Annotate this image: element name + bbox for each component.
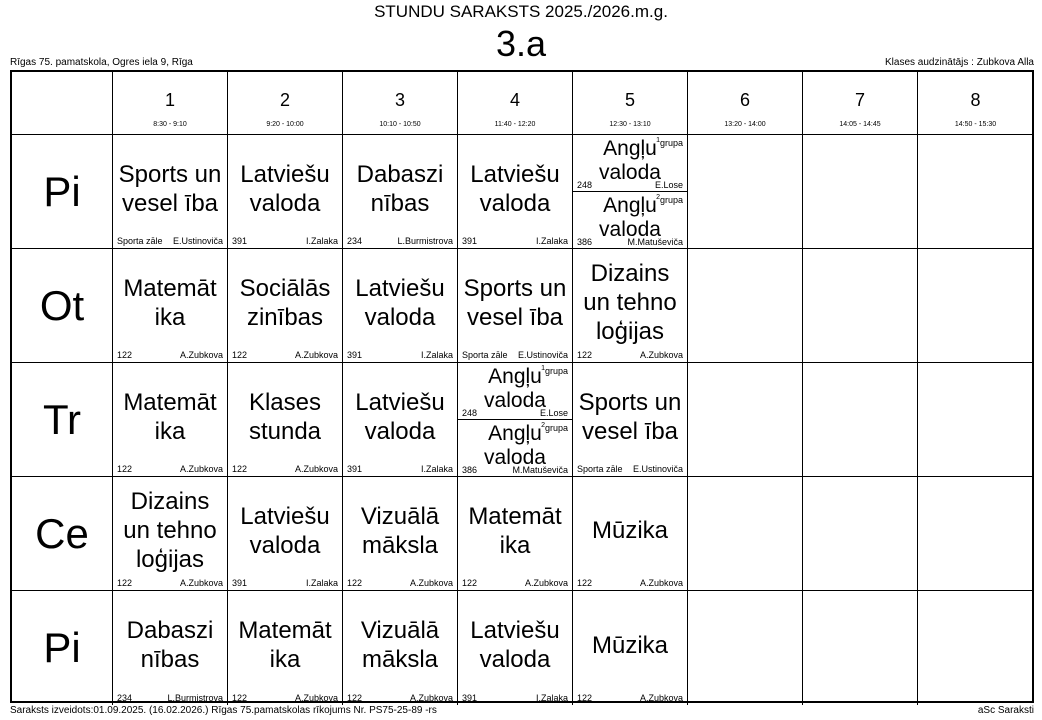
lesson-subject: Matemāt ika [468, 502, 562, 559]
lesson-teacher: A.Zubkova [639, 693, 683, 703]
empty-cell [918, 249, 1033, 363]
lesson-room: 234 [347, 236, 363, 246]
period-time: 13:20 - 14:00 [724, 121, 766, 128]
period-header [918, 72, 1033, 135]
group-text: grupa [659, 195, 683, 205]
lesson-teacher: M.Matuševiča [512, 465, 568, 475]
lesson-teacher: A.Zubkova [294, 350, 338, 360]
lesson-room: Sporta zāle [462, 350, 508, 360]
lesson [573, 591, 687, 705]
lesson-cell [113, 249, 228, 363]
group-text: grupa [659, 138, 683, 148]
lesson [113, 591, 227, 705]
lesson [458, 591, 572, 705]
empty-cell [918, 135, 1033, 249]
lesson-subject: Latviešu valoda [470, 617, 560, 673]
lesson-teacher: E.Lose [539, 408, 568, 418]
lesson-cell [113, 477, 228, 591]
lesson-teacher: E.Ustinoviča [517, 350, 568, 360]
lesson-cell [343, 477, 458, 591]
lesson-cell [573, 363, 688, 477]
lesson-room: 122 [232, 464, 248, 474]
lesson-subject: Matemāt ika [238, 617, 332, 673]
period-number: 5 [624, 90, 635, 110]
lesson-cell [113, 135, 228, 249]
lesson-teacher: L.Burmistrova [397, 236, 453, 246]
period-header [458, 72, 573, 135]
period-header [688, 72, 803, 135]
lesson-room: 391 [347, 464, 363, 474]
lesson-cell [343, 249, 458, 363]
empty-cell [918, 591, 1033, 705]
group-lesson [573, 135, 687, 192]
page-title: STUNDU SARAKSTS 2025./2026.m.g. [374, 2, 668, 21]
lesson-cell [228, 477, 343, 591]
lesson-cell [458, 591, 573, 705]
lesson-cell [343, 591, 458, 705]
group-number: 1 [541, 365, 545, 372]
lesson-teacher: A.Zubkova [524, 578, 568, 588]
lesson-room: 122 [577, 693, 593, 703]
period-time: 8:30 - 9:10 [153, 121, 187, 128]
corner-cell [12, 72, 113, 135]
day-cell [12, 135, 113, 249]
lesson [343, 363, 457, 476]
lesson-teacher: A.Zubkova [409, 578, 453, 588]
lesson [573, 477, 687, 590]
lesson [343, 135, 457, 248]
lesson-subject: Latviešu valoda [355, 388, 445, 445]
lesson-cell [228, 363, 343, 477]
lesson-room: 122 [117, 464, 133, 474]
lesson-subject: Angļu valoda [599, 194, 661, 241]
lesson-subject: Sports un vesel ība [578, 388, 682, 445]
lesson [113, 363, 227, 476]
period-time: 14:05 - 14:45 [839, 121, 881, 128]
lesson-subject: Latviešu valoda [240, 502, 330, 559]
lesson-subject: Latviešu valoda [240, 160, 330, 217]
lesson-subject: Dabaszi nības [356, 160, 444, 217]
lesson-room: 386 [577, 237, 593, 247]
lesson-teacher: A.Zubkova [409, 693, 453, 703]
empty-cell [688, 591, 803, 705]
lesson-cell [458, 249, 573, 363]
lesson-subject: Latviešu valoda [470, 160, 560, 217]
lesson-cell [343, 363, 458, 477]
class-teacher: Klases audzinātājs : Zubkova Alla [885, 57, 1034, 68]
period-time: 9:20 - 10:00 [266, 121, 304, 128]
period-number: 1 [164, 90, 175, 110]
lesson-teacher: I.Zalaka [420, 464, 453, 474]
period-header [803, 72, 918, 135]
lesson-teacher: I.Zalaka [535, 236, 568, 246]
lesson-teacher: A.Zubkova [179, 350, 223, 360]
lesson-teacher: M.Matuševiča [627, 237, 683, 247]
lesson-subject: Matemāt ika [123, 274, 217, 331]
lesson-subject: Dizains un tehno loģijas [583, 260, 677, 345]
period-header [113, 72, 228, 135]
lesson-cell [228, 249, 343, 363]
lesson-subject: Sports un vesel ība [118, 160, 222, 217]
lesson-subject: Dabaszi nības [126, 617, 214, 673]
empty-cell [803, 477, 918, 591]
lesson-room: 122 [347, 578, 363, 588]
lesson-cell [573, 591, 688, 705]
empty-cell [918, 477, 1033, 591]
lesson-subject: Angļu valoda [484, 365, 546, 412]
lesson-cell [343, 135, 458, 249]
lesson-room: 122 [462, 578, 478, 588]
lesson [343, 249, 457, 362]
lesson-teacher: A.Zubkova [294, 464, 338, 474]
lesson-room: 122 [347, 693, 363, 703]
lesson [113, 135, 227, 248]
lesson-subject: Dizains un tehno loģijas [123, 488, 217, 573]
day-cell [12, 477, 113, 591]
period-number: 8 [970, 90, 981, 110]
empty-cell [803, 363, 918, 477]
lesson [228, 249, 342, 362]
lesson-cell [113, 591, 228, 705]
group-lesson [573, 192, 687, 248]
lesson-teacher: A.Zubkova [294, 693, 338, 703]
lesson [458, 135, 572, 248]
lesson-teacher: I.Zalaka [305, 236, 338, 246]
footer-created-note: Saraksts izveidots:01.09.2025. (16.02.2026.) Rīgas 75.pamatskolas rīkojums Nr. PS75-25-89 -rs [10, 705, 437, 716]
group-number: 2 [541, 422, 545, 429]
lesson-cell [573, 477, 688, 591]
group-number: 1 [656, 137, 660, 144]
lesson-room: 122 [577, 350, 593, 360]
day-cell [12, 363, 113, 477]
lesson-teacher: I.Zalaka [420, 350, 453, 360]
lesson [228, 135, 342, 248]
group-lesson [458, 363, 572, 420]
timetable-grid [10, 70, 1034, 703]
day-cell [12, 591, 113, 705]
lesson-room: 122 [232, 693, 248, 703]
lesson-cell [573, 249, 688, 363]
lesson-room: Sporta zāle [577, 464, 623, 474]
lesson-subject: Klases stunda [248, 388, 322, 445]
period-number: 2 [279, 90, 290, 110]
group-label [656, 137, 683, 148]
lesson [458, 477, 572, 590]
lesson-cell [458, 363, 573, 477]
lesson-subject: Sports un vesel ība [463, 274, 567, 331]
period-header [573, 72, 688, 135]
empty-cell [803, 249, 918, 363]
day-cell [12, 249, 113, 363]
lesson-room: 386 [462, 465, 478, 475]
class-name: 3.a [495, 23, 547, 64]
day-label: Ce [35, 509, 89, 557]
empty-cell [688, 135, 803, 249]
lesson-room: 391 [462, 693, 478, 703]
lesson-cell [113, 363, 228, 477]
lesson-room: 122 [577, 578, 593, 588]
lesson-room: 122 [117, 578, 133, 588]
group-number: 2 [656, 194, 660, 201]
group-text: grupa [544, 366, 568, 376]
period-number: 7 [854, 90, 865, 110]
day-label: Tr [42, 395, 82, 443]
lesson-teacher: E.Ustinoviča [632, 464, 683, 474]
period-number: 6 [739, 90, 750, 110]
period-time: 14:50 - 15:30 [954, 121, 997, 128]
day-label: Ot [39, 281, 85, 329]
period-header [228, 72, 343, 135]
empty-cell [918, 363, 1033, 477]
day-label: Pi [43, 624, 81, 671]
lesson-cell [573, 135, 688, 249]
lesson-teacher: E.Lose [654, 180, 683, 190]
lesson-room: 391 [232, 236, 248, 246]
lesson-teacher: I.Zalaka [305, 578, 338, 588]
group-label [541, 422, 568, 433]
lesson-subject: Mūzika [591, 631, 669, 659]
lesson-cell [458, 135, 573, 249]
lesson-teacher: A.Zubkova [179, 464, 223, 474]
lesson [343, 477, 457, 590]
period-time: 12:30 - 13:10 [609, 121, 651, 128]
lesson [458, 249, 572, 362]
lesson-teacher: A.Zubkova [639, 350, 683, 360]
lesson-teacher: A.Zubkova [639, 578, 683, 588]
lesson-cell [228, 135, 343, 249]
empty-cell [688, 249, 803, 363]
group-label [541, 365, 568, 376]
lesson-subject: Angļu valoda [599, 137, 661, 184]
lesson-subject: Vizuālā māksla [360, 617, 440, 673]
lesson-subject: Mūzika [591, 517, 669, 544]
lesson-room: 248 [577, 180, 593, 190]
lesson-subject: Latviešu valoda [355, 274, 445, 331]
lesson-subject: Matemāt ika [123, 388, 217, 445]
period-time: 11:40 - 12:20 [494, 121, 536, 128]
lesson-room: 391 [462, 236, 478, 246]
period-number: 3 [394, 90, 405, 110]
lesson-teacher: A.Zubkova [179, 578, 223, 588]
lesson [228, 363, 342, 476]
lesson-room: Sporta zāle [117, 236, 163, 246]
footer-app-name: aSc Saraksti [977, 705, 1034, 716]
school-address: Rīgas 75. pamatskola, Ogres iela 9, Rīga [10, 57, 193, 68]
lesson-teacher: E.Ustinoviča [172, 236, 223, 246]
lesson [113, 477, 227, 590]
empty-cell [803, 135, 918, 249]
group-label [656, 194, 683, 205]
lesson-room: 122 [232, 350, 248, 360]
lesson-teacher: I.Zalaka [535, 693, 568, 703]
empty-cell [803, 591, 918, 705]
lesson-subject: Angļu valoda [484, 422, 546, 469]
period-number: 4 [509, 90, 520, 110]
lesson [113, 249, 227, 362]
lesson-cell [458, 477, 573, 591]
lesson-teacher: L.Burmistrova [167, 693, 223, 703]
period-header [343, 72, 458, 135]
lesson-room: 122 [117, 350, 133, 360]
lesson [228, 591, 342, 705]
lesson-room: 248 [462, 408, 478, 418]
lesson [573, 249, 687, 362]
lesson [573, 363, 687, 476]
group-text: grupa [544, 423, 568, 433]
empty-cell [688, 477, 803, 591]
lesson-room: 234 [117, 693, 133, 703]
lesson [228, 477, 342, 590]
lesson-room: 391 [347, 350, 363, 360]
group-lesson [458, 420, 572, 476]
period-time: 10:10 - 10:50 [379, 121, 421, 128]
lesson-subject: Sociālās zinības [239, 274, 331, 331]
lesson-cell [228, 591, 343, 705]
lesson-room: 391 [232, 578, 248, 588]
lesson-subject: Vizuālā māksla [360, 502, 440, 559]
lesson [343, 591, 457, 705]
empty-cell [688, 363, 803, 477]
day-label: Pi [43, 167, 81, 215]
